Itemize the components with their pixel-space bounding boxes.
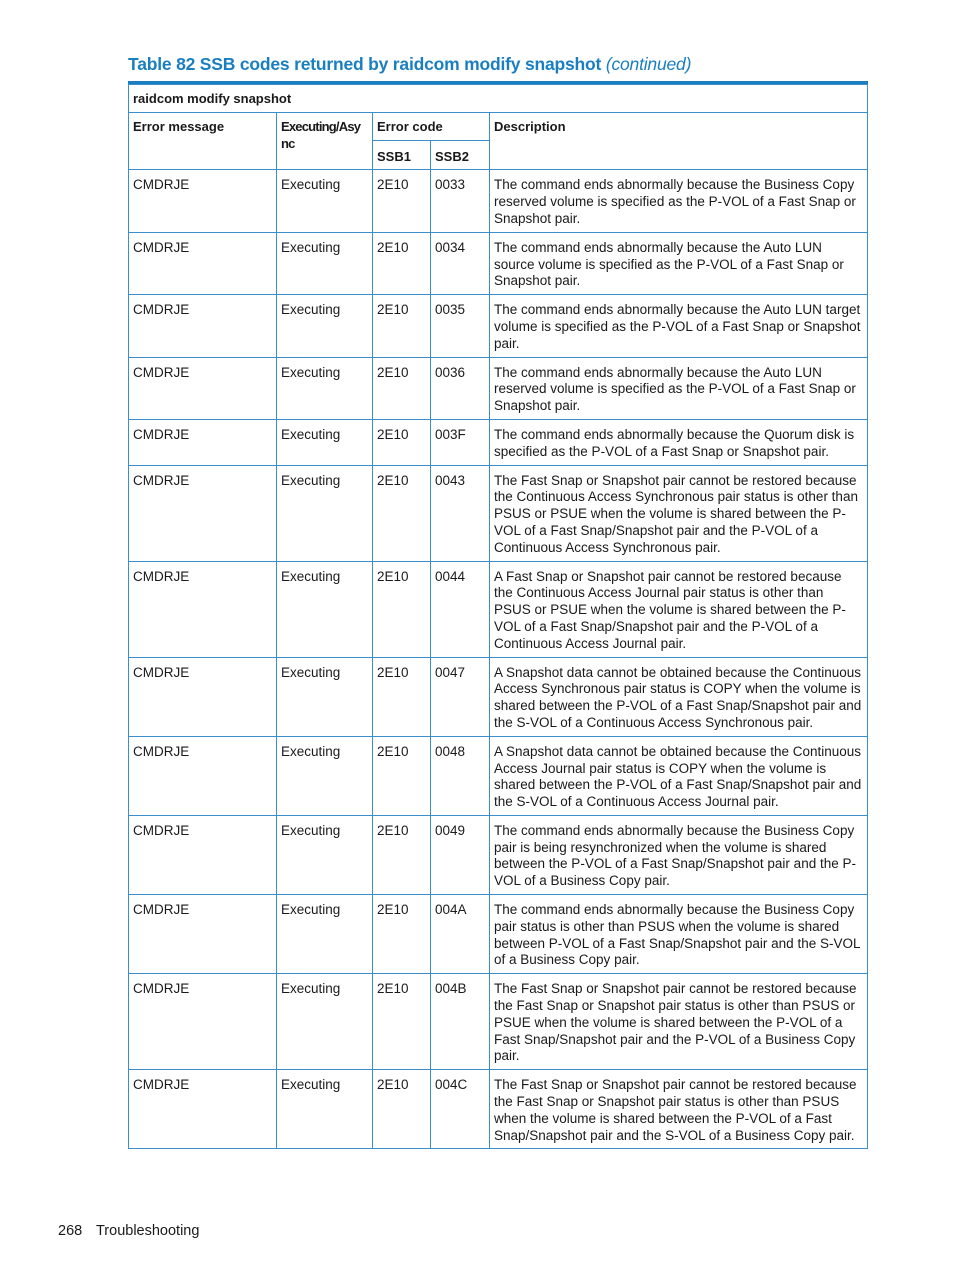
caption-continued: (continued) xyxy=(605,54,692,74)
table-row xyxy=(129,561,868,657)
cell-ssb1: 2E10 xyxy=(373,232,431,294)
cell-description: The command ends abnormally because the Business Copy pair status is other than PSUS when the volume is shared between P-VOL of a Fast Snap/Snapshot pair and the S-VOL of a Business Copy pair. xyxy=(490,895,868,974)
cell-ssb2: 004A xyxy=(431,895,490,974)
cell-description: The command ends abnormally because the Auto LUN target volume is specified as the P-VOL of a Fast Snap or Snapshot pair. xyxy=(490,295,868,357)
cell-error-message: CMDRJE xyxy=(129,895,277,974)
cell-error-message: CMDRJE xyxy=(129,657,277,736)
cell-ssb1: 2E10 xyxy=(373,357,431,419)
header-ssb2: SSB2 xyxy=(431,140,490,170)
table-row xyxy=(129,895,868,974)
table-row xyxy=(129,736,868,815)
cell-ssb1: 2E10 xyxy=(373,465,431,561)
cell-executing: Executing xyxy=(277,465,373,561)
cell-error-message: CMDRJE xyxy=(129,419,277,465)
cell-error-message: CMDRJE xyxy=(129,170,277,232)
cell-error-message: CMDRJE xyxy=(129,736,277,815)
header-ssb1: SSB1 xyxy=(373,140,431,170)
page-footer xyxy=(58,1223,199,1239)
cell-error-message: CMDRJE xyxy=(129,815,277,894)
cell-ssb2: 0044 xyxy=(431,561,490,657)
cell-ssb2: 0048 xyxy=(431,736,490,815)
cell-ssb2: 0043 xyxy=(431,465,490,561)
cell-description: The command ends abnormally because the Quorum disk is specified as the P-VOL of a Fast Snap or Snapshot pair. xyxy=(490,419,868,465)
ssb-codes-table xyxy=(128,84,868,1149)
cell-error-message: CMDRJE xyxy=(129,232,277,294)
table-row xyxy=(129,657,868,736)
cell-ssb2: 0047 xyxy=(431,657,490,736)
table-row xyxy=(129,357,868,419)
cell-description: The Fast Snap or Snapshot pair cannot be restored because the Continuous Access Synchronous pair status is other than PSUS or PSUE when the volume is shared between the P-VOL of a Fast Snap/Snapshot pair and the P-VOL of a Continuous Access Synchronous pair. xyxy=(490,465,868,561)
cell-ssb2: 0034 xyxy=(431,232,490,294)
cell-description: The command ends abnormally because the Auto LUN source volume is specified as the P-VOL of a Fast Snap or Snapshot pair. xyxy=(490,232,868,294)
table-row xyxy=(129,974,868,1070)
cell-ssb1: 2E10 xyxy=(373,295,431,357)
cell-ssb1: 2E10 xyxy=(373,736,431,815)
cell-ssb1: 2E10 xyxy=(373,974,431,1070)
cell-description: The command ends abnormally because the Business Copy pair is being resynchronized when the volume is shared between the P-VOL of a Fast Snap/Snapshot pair and the P-VOL of a Business Copy pair. xyxy=(490,815,868,894)
cell-executing: Executing xyxy=(277,1070,373,1149)
cell-ssb1: 2E10 xyxy=(373,419,431,465)
cell-description: A Snapshot data cannot be obtained because the Continuous Access Synchronous pair status is COPY when the volume is shared between the P-VOL of a Fast Snap/Snapshot pair and the S-VOL of a Continuous Access Synchronous pair. xyxy=(490,657,868,736)
cell-ssb2: 0035 xyxy=(431,295,490,357)
cell-ssb1: 2E10 xyxy=(373,895,431,974)
cell-error-message: CMDRJE xyxy=(129,295,277,357)
cell-executing: Executing xyxy=(277,974,373,1070)
cell-executing: Executing xyxy=(277,419,373,465)
cell-ssb2: 003F xyxy=(431,419,490,465)
column-header-row xyxy=(129,112,868,140)
cell-ssb2: 0036 xyxy=(431,357,490,419)
cell-error-message: CMDRJE xyxy=(129,465,277,561)
cell-description: The Fast Snap or Snapshot pair cannot be restored because the Fast Snap or Snapshot pair status is other than PSUS or PSUE when the volume is shared between the P-VOL of a Fast Snap/Snapshot pair and the P-VOL of a Business Copy pair. xyxy=(490,974,868,1070)
table-row xyxy=(129,465,868,561)
cell-error-message: CMDRJE xyxy=(129,561,277,657)
cell-executing: Executing xyxy=(277,657,373,736)
table-row xyxy=(129,815,868,894)
page-number: 268 xyxy=(58,1223,83,1239)
header-error-code: Error code xyxy=(373,112,490,140)
table-caption xyxy=(128,54,868,75)
table-row xyxy=(129,419,868,465)
cell-executing: Executing xyxy=(277,357,373,419)
cell-ssb2: 004C xyxy=(431,1070,490,1149)
table-row xyxy=(129,295,868,357)
cell-executing: Executing xyxy=(277,736,373,815)
cell-ssb1: 2E10 xyxy=(373,561,431,657)
caption-title: Table 82 SSB codes returned by raidcom modify snapshot xyxy=(128,54,602,74)
cell-executing: Executing xyxy=(277,232,373,294)
cell-ssb2: 0049 xyxy=(431,815,490,894)
header-executing: Executing/Async xyxy=(277,112,373,170)
cell-error-message: CMDRJE xyxy=(129,357,277,419)
cell-ssb1: 2E10 xyxy=(373,815,431,894)
cell-executing: Executing xyxy=(277,895,373,974)
cell-description: The Fast Snap or Snapshot pair cannot be restored because the Fast Snap or Snapshot pair status is other than PSUS when the volume is shared between the P-VOL of a Fast Snap/Snapshot pair and the S-VOL of a Business Copy pair. xyxy=(490,1070,868,1149)
header-description: Description xyxy=(490,112,868,170)
cell-executing: Executing xyxy=(277,561,373,657)
table-row xyxy=(129,170,868,232)
group-header: raidcom modify snapshot xyxy=(129,85,868,113)
cell-ssb2: 004B xyxy=(431,974,490,1070)
header-error-message: Error message xyxy=(129,112,277,170)
cell-description: A Fast Snap or Snapshot pair cannot be restored because the Continuous Access Journal pair status is other than PSUS or PSUE when the volume is shared between the P-VOL of a Fast Snap/Snapshot pair and the P-VOL of a Continuous Access Journal pair. xyxy=(490,561,868,657)
cell-ssb1: 2E10 xyxy=(373,170,431,232)
cell-error-message: CMDRJE xyxy=(129,974,277,1070)
section-name: Troubleshooting xyxy=(95,1223,200,1239)
group-header-row xyxy=(129,85,868,113)
cell-description: A Snapshot data cannot be obtained because the Continuous Access Journal pair status is COPY when the volume is shared between the P-VOL of a Fast Snap/Snapshot pair and the S-VOL of a Continuous Access Journal pair. xyxy=(490,736,868,815)
cell-ssb1: 2E10 xyxy=(373,657,431,736)
table-row xyxy=(129,232,868,294)
cell-description: The command ends abnormally because the Business Copy reserved volume is specified as the P-VOL of a Fast Snap or Snapshot pair. xyxy=(490,170,868,232)
cell-ssb1: 2E10 xyxy=(373,1070,431,1149)
cell-executing: Executing xyxy=(277,170,373,232)
cell-executing: Executing xyxy=(277,815,373,894)
cell-error-message: CMDRJE xyxy=(129,1070,277,1149)
cell-description: The command ends abnormally because the Auto LUN reserved volume is specified as the P-VOL of a Fast Snap or Snapshot pair. xyxy=(490,357,868,419)
cell-ssb2: 0033 xyxy=(431,170,490,232)
cell-executing: Executing xyxy=(277,295,373,357)
table-row xyxy=(129,1070,868,1149)
